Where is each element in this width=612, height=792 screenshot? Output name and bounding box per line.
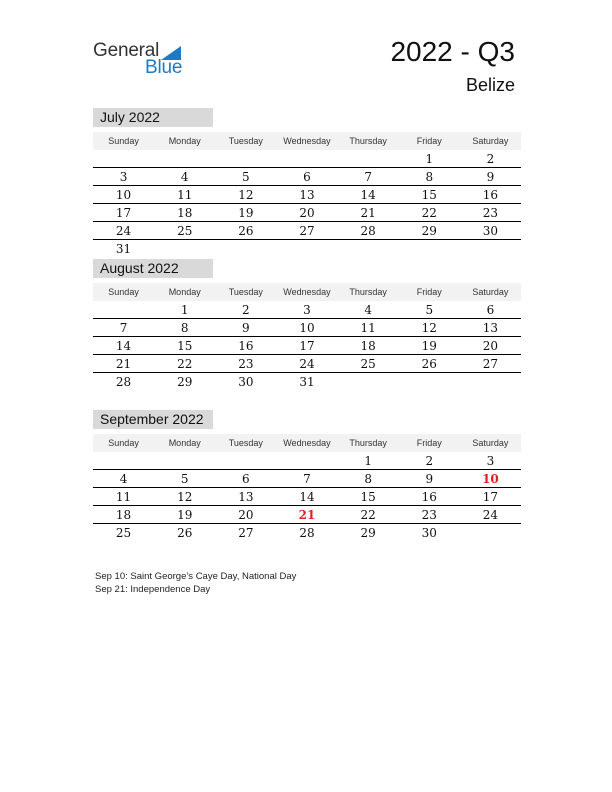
day-cell: 22	[338, 506, 399, 524]
day-cell: 10	[93, 186, 154, 204]
day-cell: 30	[421, 525, 437, 540]
weekday-label: Sunday	[93, 132, 154, 150]
day-cell: 11	[154, 186, 215, 204]
week-row	[93, 222, 521, 240]
month-label: July 2022	[93, 108, 213, 127]
day-cell: 5	[215, 168, 276, 186]
day-cell: 21	[338, 204, 399, 222]
day-cell: 19	[154, 506, 215, 524]
day-cell: 16	[399, 488, 460, 506]
weekday-label: Saturday	[460, 283, 521, 301]
day-cell: 27	[238, 525, 254, 540]
day-cell: 29	[360, 525, 376, 540]
empty-day-cell	[276, 452, 337, 470]
day-cell: 2	[215, 301, 276, 319]
day-cell: 29	[399, 222, 460, 240]
day-cell: 24	[276, 355, 337, 373]
weekday-label: Monday	[154, 132, 215, 150]
day-cell: 28	[338, 222, 399, 240]
day-cell: 17	[93, 204, 154, 222]
week-row	[93, 355, 521, 373]
weekday-label: Friday	[399, 132, 460, 150]
empty-day-cell	[215, 452, 276, 470]
weekday-label: Thursday	[338, 132, 399, 150]
day-cell: 13	[276, 186, 337, 204]
day-cell: 12	[154, 488, 215, 506]
weekday-label: Sunday	[93, 434, 154, 452]
day-cell: 28	[115, 374, 132, 389]
day-cell: 26	[399, 355, 460, 373]
day-cell: 20	[215, 506, 276, 524]
day-cell: 5	[154, 470, 215, 488]
day-cell: 26	[177, 525, 193, 540]
day-cell: 31	[299, 374, 315, 389]
day-cell: 28	[299, 525, 315, 540]
day-cell: 5	[399, 301, 460, 319]
day-cell: 4	[93, 470, 154, 488]
day-cell: 14	[338, 186, 399, 204]
day-cell: 27	[460, 355, 521, 373]
country-name: Belize	[465, 75, 515, 95]
weekday-header-row	[93, 132, 521, 150]
month-september	[93, 410, 521, 541]
day-cell: 11	[338, 319, 399, 337]
day-cell: 14	[276, 488, 337, 506]
calendar-grid	[93, 283, 521, 390]
empty-day-cell	[154, 452, 215, 470]
empty-day-cell	[399, 373, 460, 391]
day-cell: 30	[460, 222, 521, 240]
week-row	[93, 168, 521, 186]
week-row	[93, 240, 521, 258]
day-cell: 15	[338, 488, 399, 506]
weekday-label: Monday	[154, 283, 215, 301]
empty-day-cell	[154, 150, 215, 168]
day-cell: 14	[93, 337, 154, 355]
day-cell: 20	[276, 204, 337, 222]
week-row	[93, 506, 521, 524]
brand-logo	[93, 40, 193, 80]
day-cell: 2	[460, 150, 521, 168]
week-row	[93, 204, 521, 222]
day-cell: 8	[399, 168, 460, 186]
empty-day-cell	[215, 150, 276, 168]
weekday-label: Tuesday	[215, 283, 276, 301]
day-cell: 18	[154, 204, 215, 222]
day-cell: 15	[154, 337, 215, 355]
day-cell: 3	[276, 301, 337, 319]
day-cell: 7	[338, 168, 399, 186]
weekday-label: Tuesday	[215, 434, 276, 452]
empty-day-cell	[93, 301, 154, 319]
empty-day-cell	[460, 524, 521, 542]
day-cell: 9	[399, 470, 460, 488]
empty-day-cell	[154, 240, 215, 258]
day-cell: 22	[154, 355, 215, 373]
week-row	[93, 150, 521, 168]
empty-day-cell	[338, 373, 399, 391]
weekday-label: Wednesday	[276, 434, 337, 452]
day-cell: 13	[460, 319, 521, 337]
day-cell: 23	[460, 204, 521, 222]
day-cell: 29	[177, 374, 193, 389]
holiday-notes	[95, 570, 296, 596]
weekday-label: Monday	[154, 434, 215, 452]
day-cell: 19	[215, 204, 276, 222]
week-row	[93, 524, 521, 542]
weekday-label: Tuesday	[215, 132, 276, 150]
day-cell: 26	[215, 222, 276, 240]
logo-text-blue: Blue	[145, 57, 183, 78]
weekday-label: Wednesday	[276, 132, 337, 150]
empty-day-cell	[460, 373, 521, 391]
week-row	[93, 488, 521, 506]
day-cell: 6	[276, 168, 337, 186]
weekday-label: Wednesday	[276, 283, 337, 301]
day-cell: 24	[93, 222, 154, 240]
week-row	[93, 337, 521, 355]
day-cell: 24	[460, 506, 521, 524]
day-cell: 25	[154, 222, 215, 240]
empty-day-cell	[399, 240, 460, 258]
day-cell: 19	[399, 337, 460, 355]
empty-day-cell	[338, 150, 399, 168]
day-cell: 23	[215, 355, 276, 373]
empty-day-cell	[276, 150, 337, 168]
day-cell: 7	[276, 470, 337, 488]
day-cell: 11	[93, 488, 154, 506]
day-cell: 7	[93, 319, 154, 337]
month-july	[93, 108, 521, 257]
day-cell: 21	[93, 355, 154, 373]
weekday-label: Saturday	[460, 434, 521, 452]
day-cell: 8	[338, 470, 399, 488]
day-cell: 31	[115, 241, 132, 256]
day-cell: 1	[154, 301, 215, 319]
day-cell: 25	[338, 355, 399, 373]
day-cell: 22	[399, 204, 460, 222]
weekday-label: Friday	[399, 434, 460, 452]
day-cell: 30	[238, 374, 254, 389]
day-cell: 17	[276, 337, 337, 355]
week-row	[93, 319, 521, 337]
month-label: September 2022	[93, 410, 213, 429]
day-cell: 18	[338, 337, 399, 355]
day-cell: 8	[154, 319, 215, 337]
week-row	[93, 186, 521, 204]
holiday-note: Sep 21: Independence Day	[95, 584, 211, 595]
month-august	[93, 259, 521, 390]
calendar-grid	[93, 434, 521, 541]
day-cell: 25	[115, 525, 132, 540]
logo-text-general: General	[93, 40, 160, 61]
empty-day-cell	[93, 150, 154, 168]
day-cell: 1	[399, 150, 460, 168]
day-cell: 15	[399, 186, 460, 204]
weekday-label: Thursday	[338, 434, 399, 452]
holiday-note: Sep 10: Saint George’s Caye Day, National Day	[95, 571, 297, 582]
empty-day-cell	[338, 240, 399, 258]
week-row	[93, 301, 521, 319]
day-cell: 20	[460, 337, 521, 355]
week-row	[93, 452, 521, 470]
weekday-label: Sunday	[93, 283, 154, 301]
weekday-header-row	[93, 434, 521, 452]
week-row	[93, 373, 521, 391]
weekday-label: Thursday	[338, 283, 399, 301]
day-cell: 1	[338, 452, 399, 470]
day-cell: 27	[276, 222, 337, 240]
day-cell: 18	[93, 506, 154, 524]
day-cell: 17	[460, 488, 521, 506]
weekday-label: Friday	[399, 283, 460, 301]
day-cell: 4	[154, 168, 215, 186]
day-cell: 9	[460, 168, 521, 186]
day-cell: 16	[460, 186, 521, 204]
day-cell: 9	[215, 319, 276, 337]
empty-day-cell	[215, 240, 276, 258]
calendar-grid	[93, 132, 521, 257]
day-cell: 3	[460, 452, 521, 470]
holiday-day-cell: 10	[460, 470, 521, 488]
empty-day-cell	[93, 452, 154, 470]
weekday-header-row	[93, 283, 521, 301]
day-cell: 12	[399, 319, 460, 337]
day-cell: 16	[215, 337, 276, 355]
day-cell: 4	[338, 301, 399, 319]
month-label: August 2022	[93, 259, 213, 278]
week-row	[93, 470, 521, 488]
empty-day-cell	[276, 240, 337, 258]
day-cell: 13	[215, 488, 276, 506]
holiday-day-cell: 21	[276, 506, 337, 524]
page-title: 2022 - Q3	[390, 36, 515, 67]
weekday-label: Saturday	[460, 132, 521, 150]
day-cell: 6	[460, 301, 521, 319]
empty-day-cell	[460, 240, 521, 258]
day-cell: 10	[276, 319, 337, 337]
day-cell: 23	[399, 506, 460, 524]
day-cell: 6	[215, 470, 276, 488]
day-cell: 12	[215, 186, 276, 204]
day-cell: 2	[399, 452, 460, 470]
day-cell: 3	[93, 168, 154, 186]
